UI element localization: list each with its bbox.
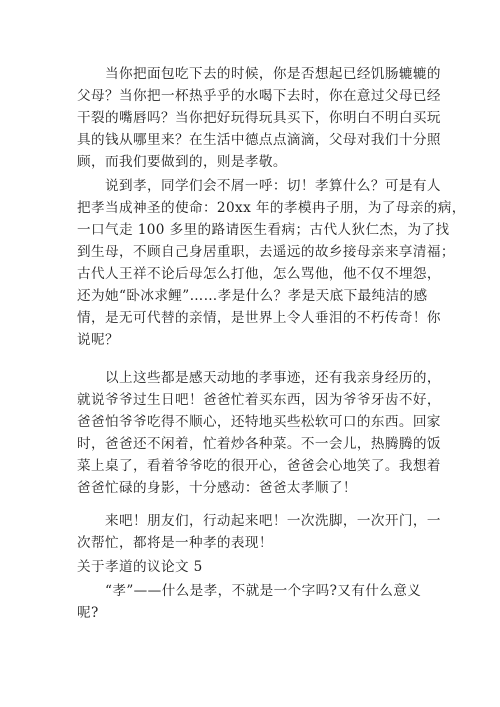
section-heading: 关于孝道的议论文 5 — [77, 559, 203, 575]
text-line: 当你把面包吃下去的时候，你是否想起已经饥肠辘辘的 — [77, 66, 441, 82]
text-line: 爸爸忙碌的身影，十分感动：爸爸太孝顺了！ — [77, 480, 357, 496]
text-line: 古代人王祥不论后母怎么打他，怎么骂他，他不仅不埋怨， — [77, 266, 441, 282]
text-line: 说呢？ — [77, 332, 119, 348]
text-line: 以上这些都是感天动地的孝事迹，还有我亲身经历的， — [77, 370, 441, 386]
text-line: 到生母，不顾自己身居重职，去遥远的故乡接母亲来享清福； — [77, 244, 455, 260]
paragraph-3 — [77, 367, 441, 499]
text-line: 一口气走 100 多里的路请医生看病；古代人狄仁杰，为了找 — [77, 222, 450, 238]
text-line: 顾，而我们要做到的，则是孝敬。 — [77, 154, 287, 170]
text-line: 来吧！朋友们，行动起来吧！一次洗脚，一次开门，一 — [77, 513, 441, 529]
text-line: 时，爸爸还不闲着，忙着炒各种菜。不一会儿，热腾腾的饭 — [77, 436, 441, 452]
paragraph-2 — [77, 175, 466, 351]
text-line: “孝”——什么是孝，不就是一个字吗?又有什么意义 — [77, 583, 422, 599]
text-line: 次帮忙，都将是一种孝的表现！ — [77, 535, 273, 551]
text-line: 把孝当成神圣的使命：20xx 年的孝模冉子朋，为了母亲的病， — [77, 200, 466, 216]
text-line: 呢? — [77, 605, 99, 621]
text-line: 父母？当你把一杯热乎乎的水喝下去时，你在意过父母已经 — [77, 88, 441, 104]
paragraph-5 — [77, 580, 427, 624]
paragraph-1 — [77, 63, 441, 173]
text-line: 还为她“卧冰求鲤”……孝是什么？孝是天底下最纯洁的感 — [77, 288, 428, 304]
text-line: 具的钱从哪里来？在生活中德点点滴滴，父母对我们十分照 — [77, 132, 441, 148]
text-line: 情，是无可代替的亲情，是世界上令人垂泪的不朽传奇！你 — [77, 310, 441, 326]
text-line: 干裂的嘴唇吗？当你把好玩得玩具买下，你明白不明白买玩 — [77, 110, 441, 126]
text-line: 说到孝，同学们会不屑一呼：切！孝算什么？可是有人 — [77, 178, 441, 194]
text-line: 就说爷爷过生日吧！爸爸忙着买东西，因为爷爷牙齿不好， — [77, 392, 441, 408]
paragraph-4 — [77, 510, 441, 554]
text-line: 菜上桌了，看着爷爷吃的很开心，爸爸会心地笑了。我想着 — [77, 458, 441, 474]
text-line: 爸爸怕爷爷吃得不顺心，还特地买些松软可口的东西。回家 — [77, 414, 441, 430]
